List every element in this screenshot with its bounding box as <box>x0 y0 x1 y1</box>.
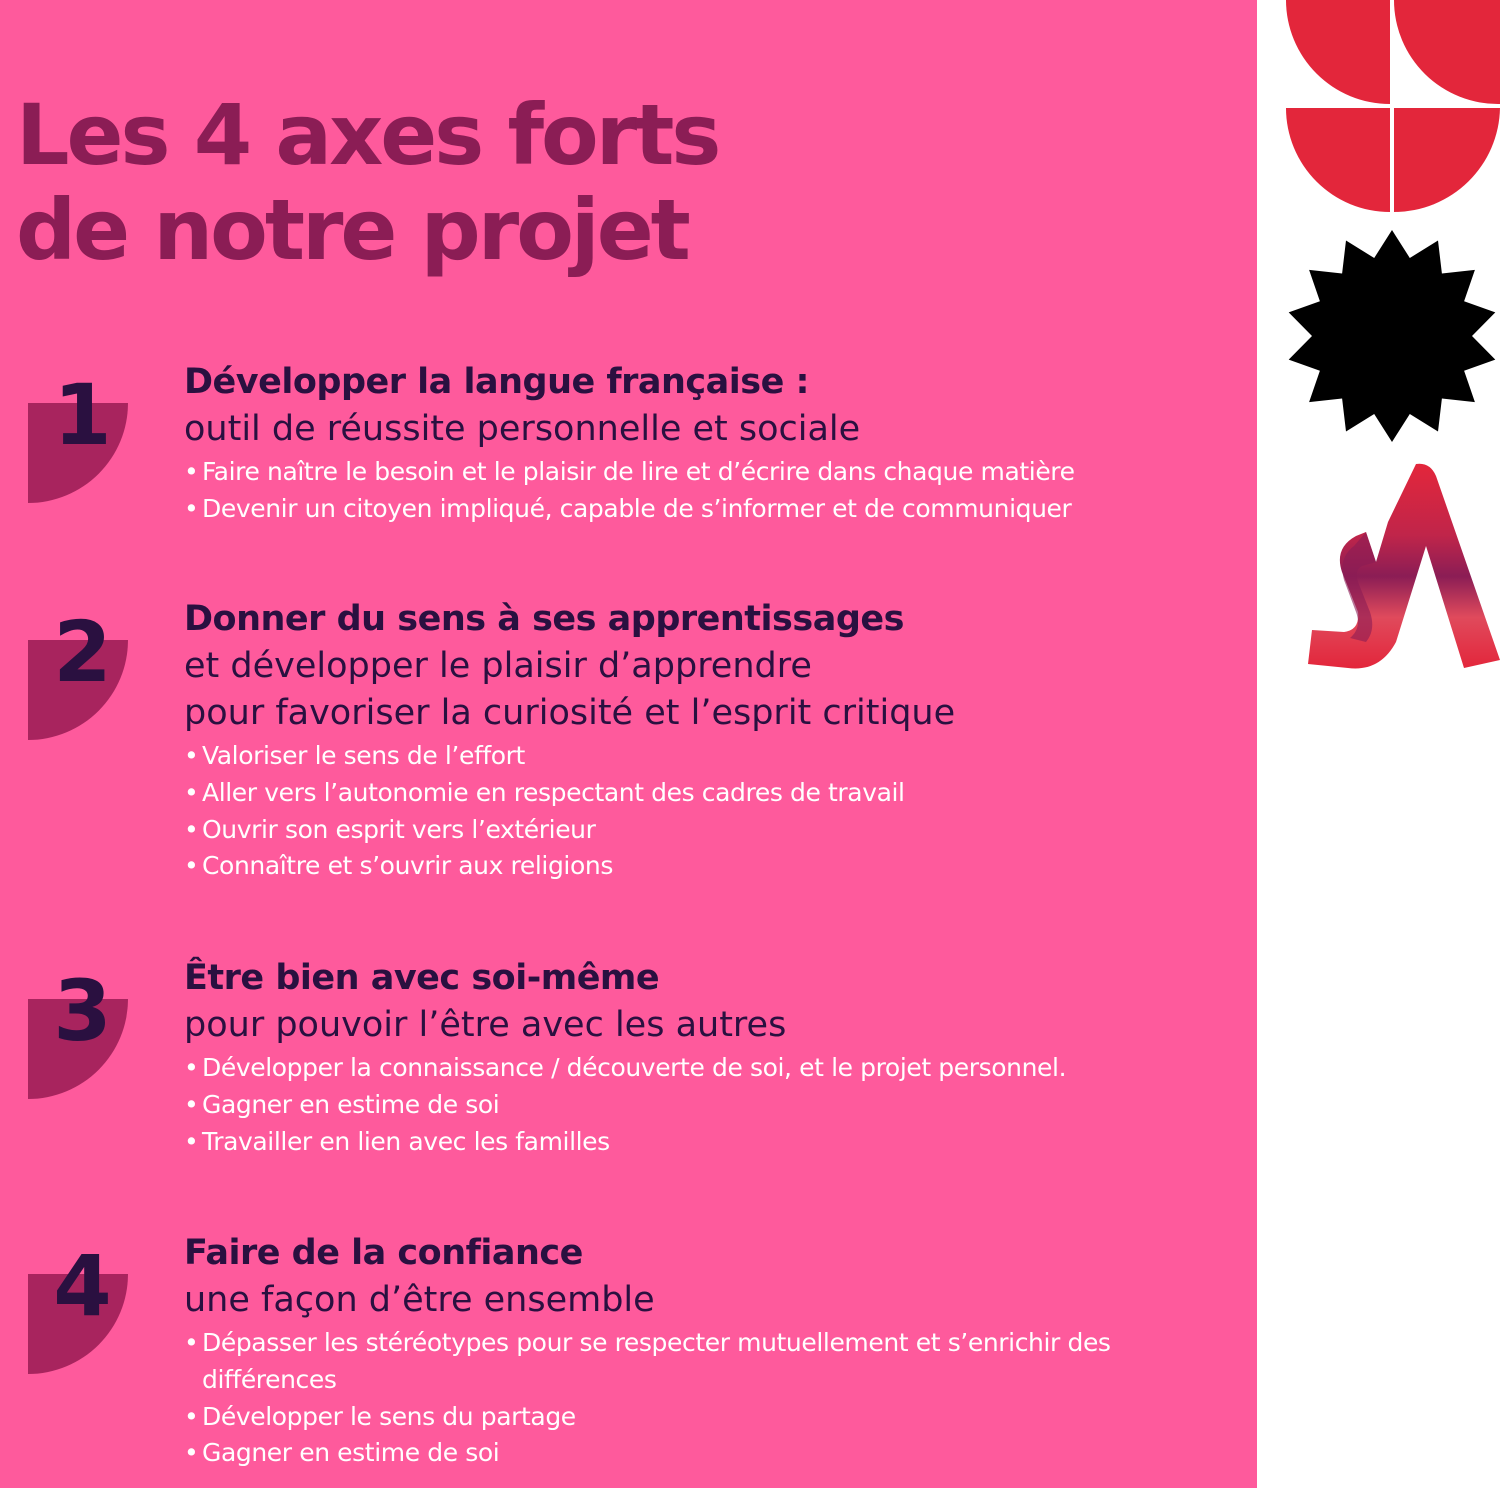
page-title <box>16 88 718 278</box>
axis-4-bullet: • Développer le sens du partage <box>184 1399 1174 1436</box>
axis-4-bullets <box>184 1325 1174 1472</box>
axis-1-title: Développer la langue française : <box>184 362 810 402</box>
page-title-line-1: Les 4 axes forts <box>16 86 719 184</box>
axis-2-marker <box>28 603 132 744</box>
axis-4-title: Faire de la confiance <box>184 1233 583 1273</box>
axis-4-text <box>184 1230 1244 1472</box>
axis-2-bullet: • Valoriser le sens de l’effort <box>184 738 1244 775</box>
axis-2-bullet: • Connaître et s’ouvrir aux religions <box>184 848 1244 885</box>
axis-1-bullet: • Faire naître le besoin et le plaisir de lire et d’écrire dans chaque matière <box>184 454 1244 491</box>
axis-3-bullet: • Gagner en estime de soi <box>184 1087 1244 1124</box>
axis-4-number: 4 <box>53 1237 112 1335</box>
axis-4-marker <box>28 1237 132 1378</box>
axis-2-bullet: • Aller vers l’autonomie en respectant des cadres de travail <box>184 775 1244 812</box>
axis-2-bullet: • Ouvrir son esprit vers l’extérieur <box>184 812 1244 849</box>
axis-2-subtitle: pour favoriser la curiosité et l’esprit critique <box>184 693 956 733</box>
axis-4-subtitle: une façon d’être ensemble <box>184 1280 655 1320</box>
page-title-line-2: de notre projet <box>16 181 688 279</box>
axis-1-bullet: • Devenir un citoyen impliqué, capable de s’informer et de communiquer <box>184 491 1244 528</box>
axis-4-bullet: • Gagner en estime de soi <box>184 1435 1174 1472</box>
axis-2-bullets <box>184 738 1244 885</box>
axis-3-subtitle: pour pouvoir l’être avec les autres <box>184 1005 787 1045</box>
axis-3-marker <box>28 962 132 1103</box>
axis-1-bullets <box>184 454 1244 528</box>
axis-2-text <box>184 596 1244 885</box>
axis-1-number: 1 <box>53 366 112 464</box>
axis-1-marker <box>28 366 132 507</box>
axis-1-text <box>184 359 1244 528</box>
axis-3-title: Être bien avec soi-même <box>184 958 660 998</box>
axis-1-subtitle: outil de réussite personnelle et sociale <box>184 409 861 449</box>
axis-2-number: 2 <box>53 603 112 701</box>
quarter-circles-icon <box>1286 0 1500 215</box>
axis-3-bullets <box>184 1050 1244 1160</box>
sa-logo-icon <box>1304 462 1500 674</box>
axis-3-text <box>184 955 1244 1160</box>
axis-3-bullet: • Travailler en lien avec les familles <box>184 1124 1244 1161</box>
sun-burst-icon <box>1284 228 1500 444</box>
axis-3-number: 3 <box>53 962 112 1060</box>
axis-4-bullet: • Dépasser les stéréotypes pour se respecter mutuellement et s’enrichir des différences <box>184 1325 1174 1399</box>
axis-2-title: Donner du sens à ses apprentissages <box>184 599 904 639</box>
axis-2-subtitle: et développer le plaisir d’apprendre <box>184 646 812 686</box>
axis-3-bullet: • Développer la connaissance / découverte de soi, et le projet personnel. <box>184 1050 1244 1087</box>
